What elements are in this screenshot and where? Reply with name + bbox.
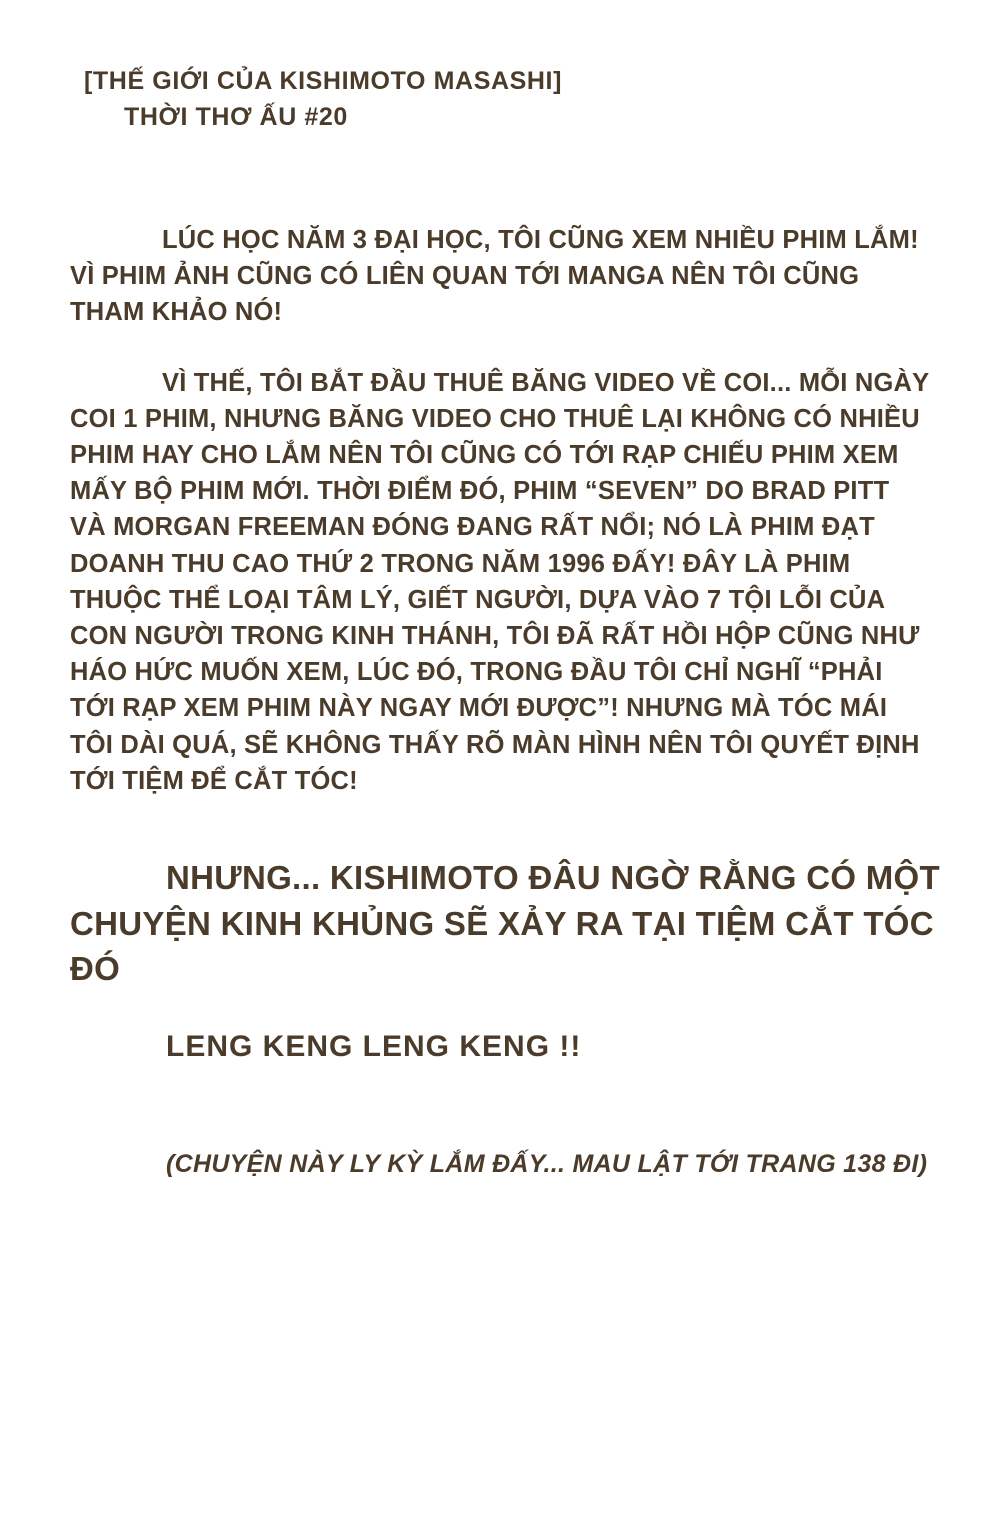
body-text [70,222,930,833]
sound-effect-text: LENG KENG LENG KENG !! [166,1030,582,1063]
paragraph-1: LÚC HỌC NĂM 3 ĐẠI HỌC, TÔI CŨNG XEM NHIỀU PHIM LẮM! VÌ PHIM ẢNH CŨNG CÓ LIÊN QUAN TỚI MANGA NÊN TÔI CŨNG THAM KHẢO NÓ! [70,226,919,327]
header [84,66,924,134]
paragraph-2: VÌ THẾ, TÔI BẮT ĐẦU THUÊ BĂNG VIDEO VỀ COI... MỖI NGÀY COI 1 PHIM, NHƯNG BĂNG VIDEO CHO THUÊ LẠI KHÔNG CÓ NHIỀU PHIM HAY CHO LẮM NÊN TÔI CŨNG CÓ TỚI RẠP CHIẾU PHIM XEM MẤY BỘ PHIM MỚI. THỜI ĐIỂM ĐÓ, PHIM “SEVEN” DO BRAD PITT VÀ MORGAN FREEMAN ĐÓNG ĐANG RẤT NỔI; NÓ LÀ PHIM ĐẠT DOANH THU CAO THỨ 2 TRONG NĂM 1996 ĐẤY! ĐÂY LÀ PHIM THUỘC THỂ LOẠI TÂM LÝ, GIẾT NGƯỜI, DỰA VÀO 7 TỘI LỖI CỦA CON NGƯỜI TRONG KINH THÁNH, TÔI ĐÃ RẤT HỒI HỘP CŨNG NHƯ HÁO HỨC MUỐN XEM, LÚC ĐÓ, TRONG ĐẦU TÔI CHỈ NGHĨ “PHẢI TỚI RẠP XEM PHIM NÀY NGAY MỚI ĐƯỢC”! NHƯNG MÀ TÓC MÁI TÔI DÀI QUÁ, SẼ KHÔNG THẤY RÕ MÀN HÌNH NÊN TÔI QUYẾT ĐỊNH TỚI TIỆM ĐỂ CẮT TÓC! [70,368,929,795]
page-subtitle: THỜI THƠ ẤU #20 [124,103,348,132]
aside-note: (CHUYỆN NÀY LY KỲ LẮM ĐẤY... MAU LẬT TỚI TRANG 138 ĐI) [166,1150,928,1178]
page-title: [THẾ GIỚI CỦA KISHIMOTO MASASHI] [84,67,563,95]
announcement-text: NHƯNG... KISHIMOTO ĐÂU NGỜ RẰNG CÓ MỘT CHUYỆN KINH KHỦNG SẼ XẢY RA TẠI TIỆM CẮT TÓC ĐÓ [70,859,940,988]
